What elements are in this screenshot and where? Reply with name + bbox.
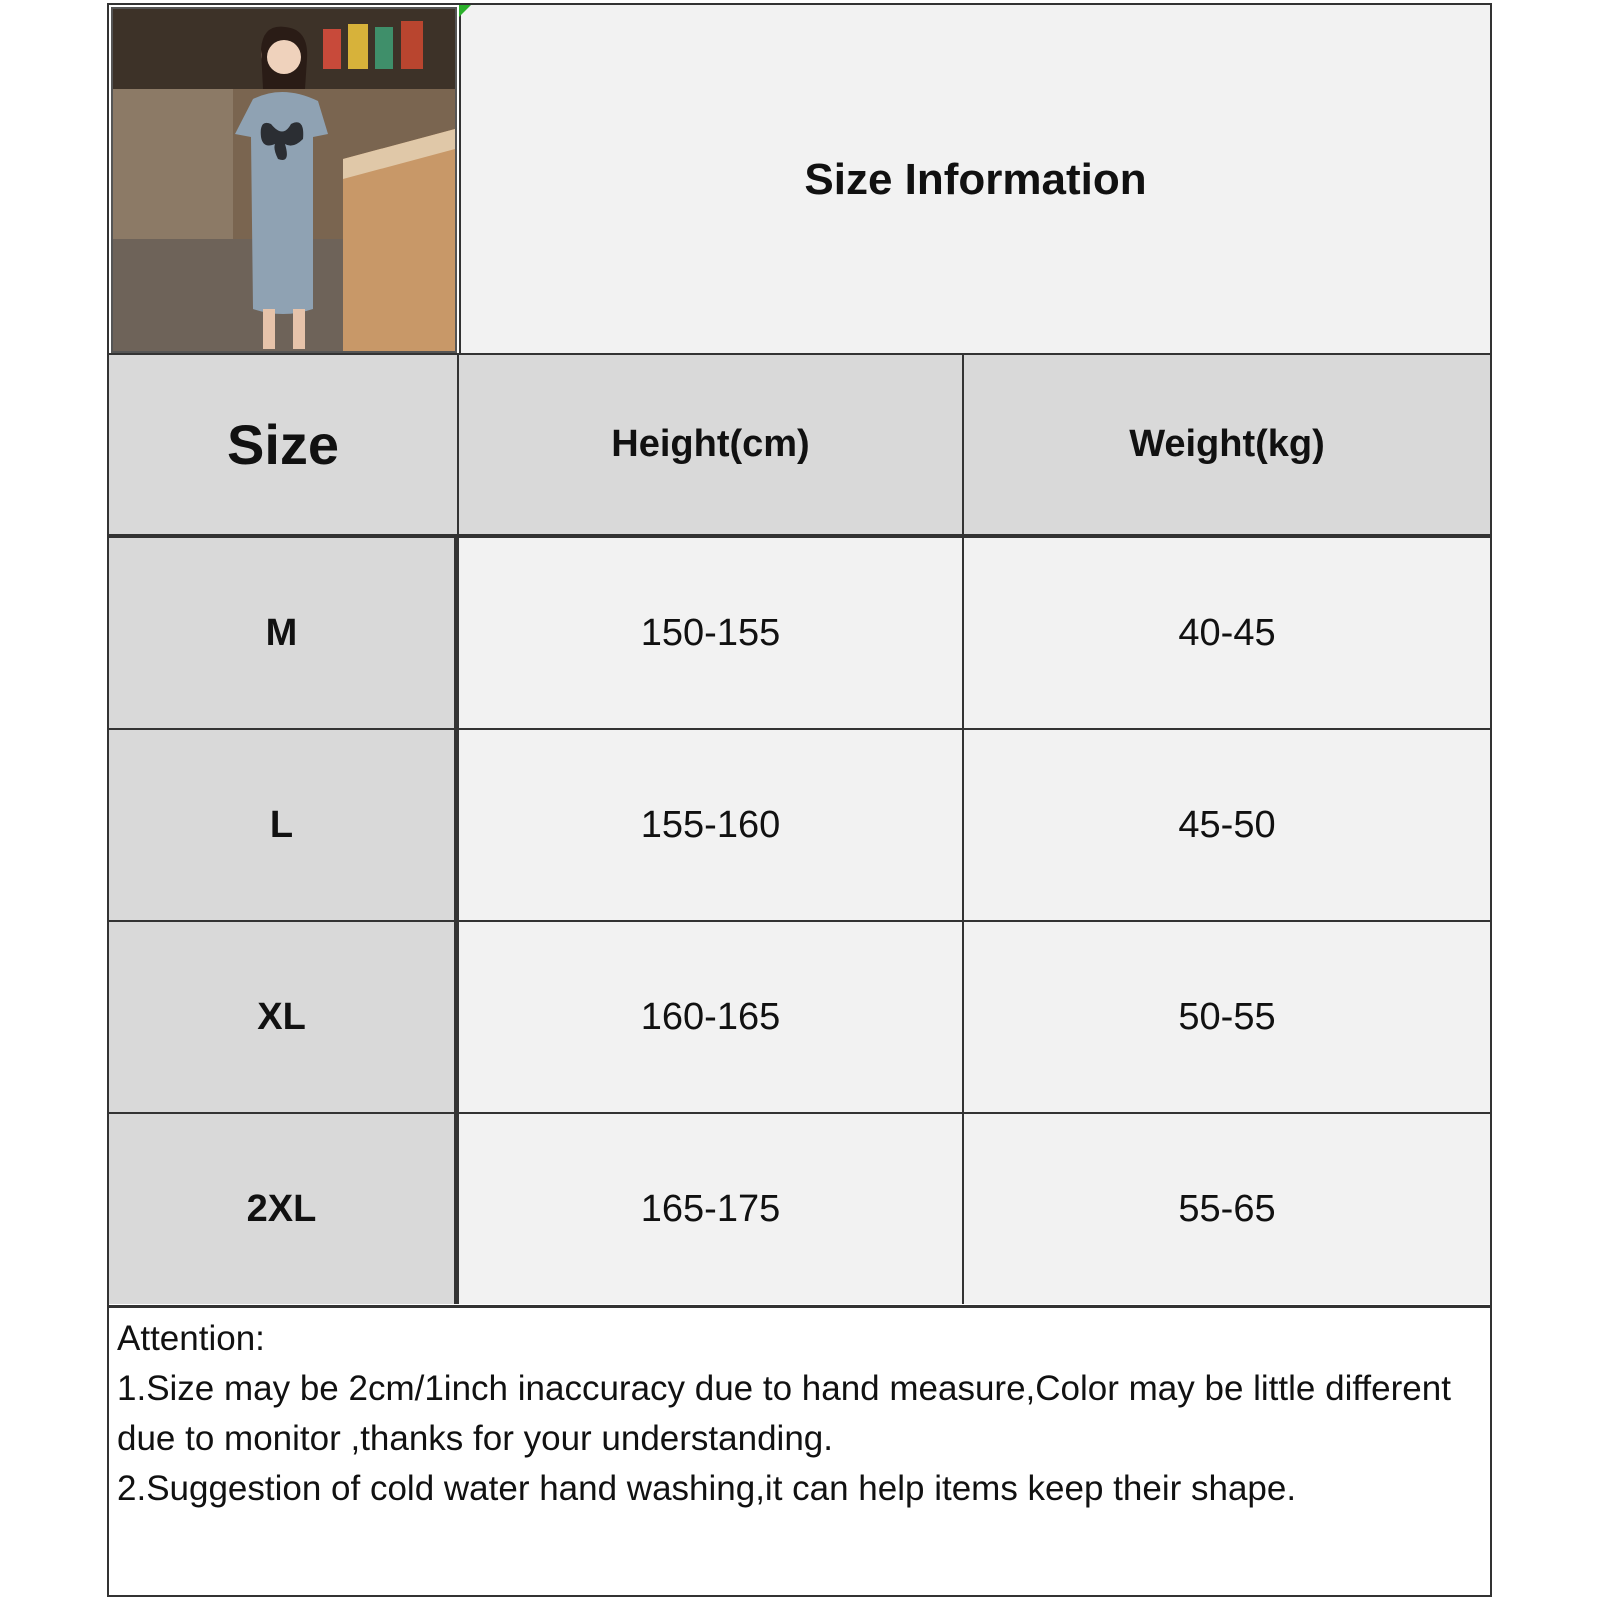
- title-cell: [459, 5, 1490, 355]
- size-label: XL: [257, 995, 306, 1038]
- product-photo-icon: [113, 9, 455, 351]
- height-column-header: [457, 353, 962, 536]
- product-photo: [111, 7, 457, 353]
- height-cell: 150-155: [457, 536, 962, 728]
- size-chart-sheet: [107, 3, 1492, 1597]
- notes-line-2: 2.Suggestion of cold water hand washing,it can help items keep their shape.: [117, 1469, 1297, 1508]
- size-cell: [109, 728, 457, 920]
- notes-heading: Attention:: [117, 1319, 265, 1358]
- weight-header-label: Weight(kg): [1129, 423, 1325, 465]
- size-label: M: [265, 611, 298, 654]
- page-title: Size Information: [804, 155, 1147, 204]
- height-cell: 160-165: [457, 920, 962, 1112]
- size-label: L: [269, 803, 294, 846]
- notes-line-1: 1.Size may be 2cm/1inch inaccuracy due to hand measure,Color may be little different due to monitor ,thanks for your understanding.: [117, 1369, 1451, 1458]
- height-cell: 155-160: [457, 728, 962, 920]
- size-cell: [109, 920, 457, 1112]
- height-cell: 165-175: [457, 1112, 962, 1304]
- weight-cell: 45-50: [962, 728, 1490, 920]
- size-cell: [109, 1112, 457, 1304]
- attention-notes: [109, 1305, 1490, 1595]
- weight-cell: 55-65: [962, 1112, 1490, 1304]
- cell-marker-icon: [459, 5, 471, 17]
- size-label: 2XL: [246, 1187, 317, 1230]
- weight-column-header: [962, 353, 1490, 536]
- weight-cell: 50-55: [962, 920, 1490, 1112]
- size-header-label: Size: [226, 413, 340, 476]
- height-header-label: Height(cm): [611, 423, 810, 465]
- size-cell: [109, 536, 457, 728]
- size-column-header: [109, 353, 457, 536]
- weight-cell: 40-45: [962, 536, 1490, 728]
